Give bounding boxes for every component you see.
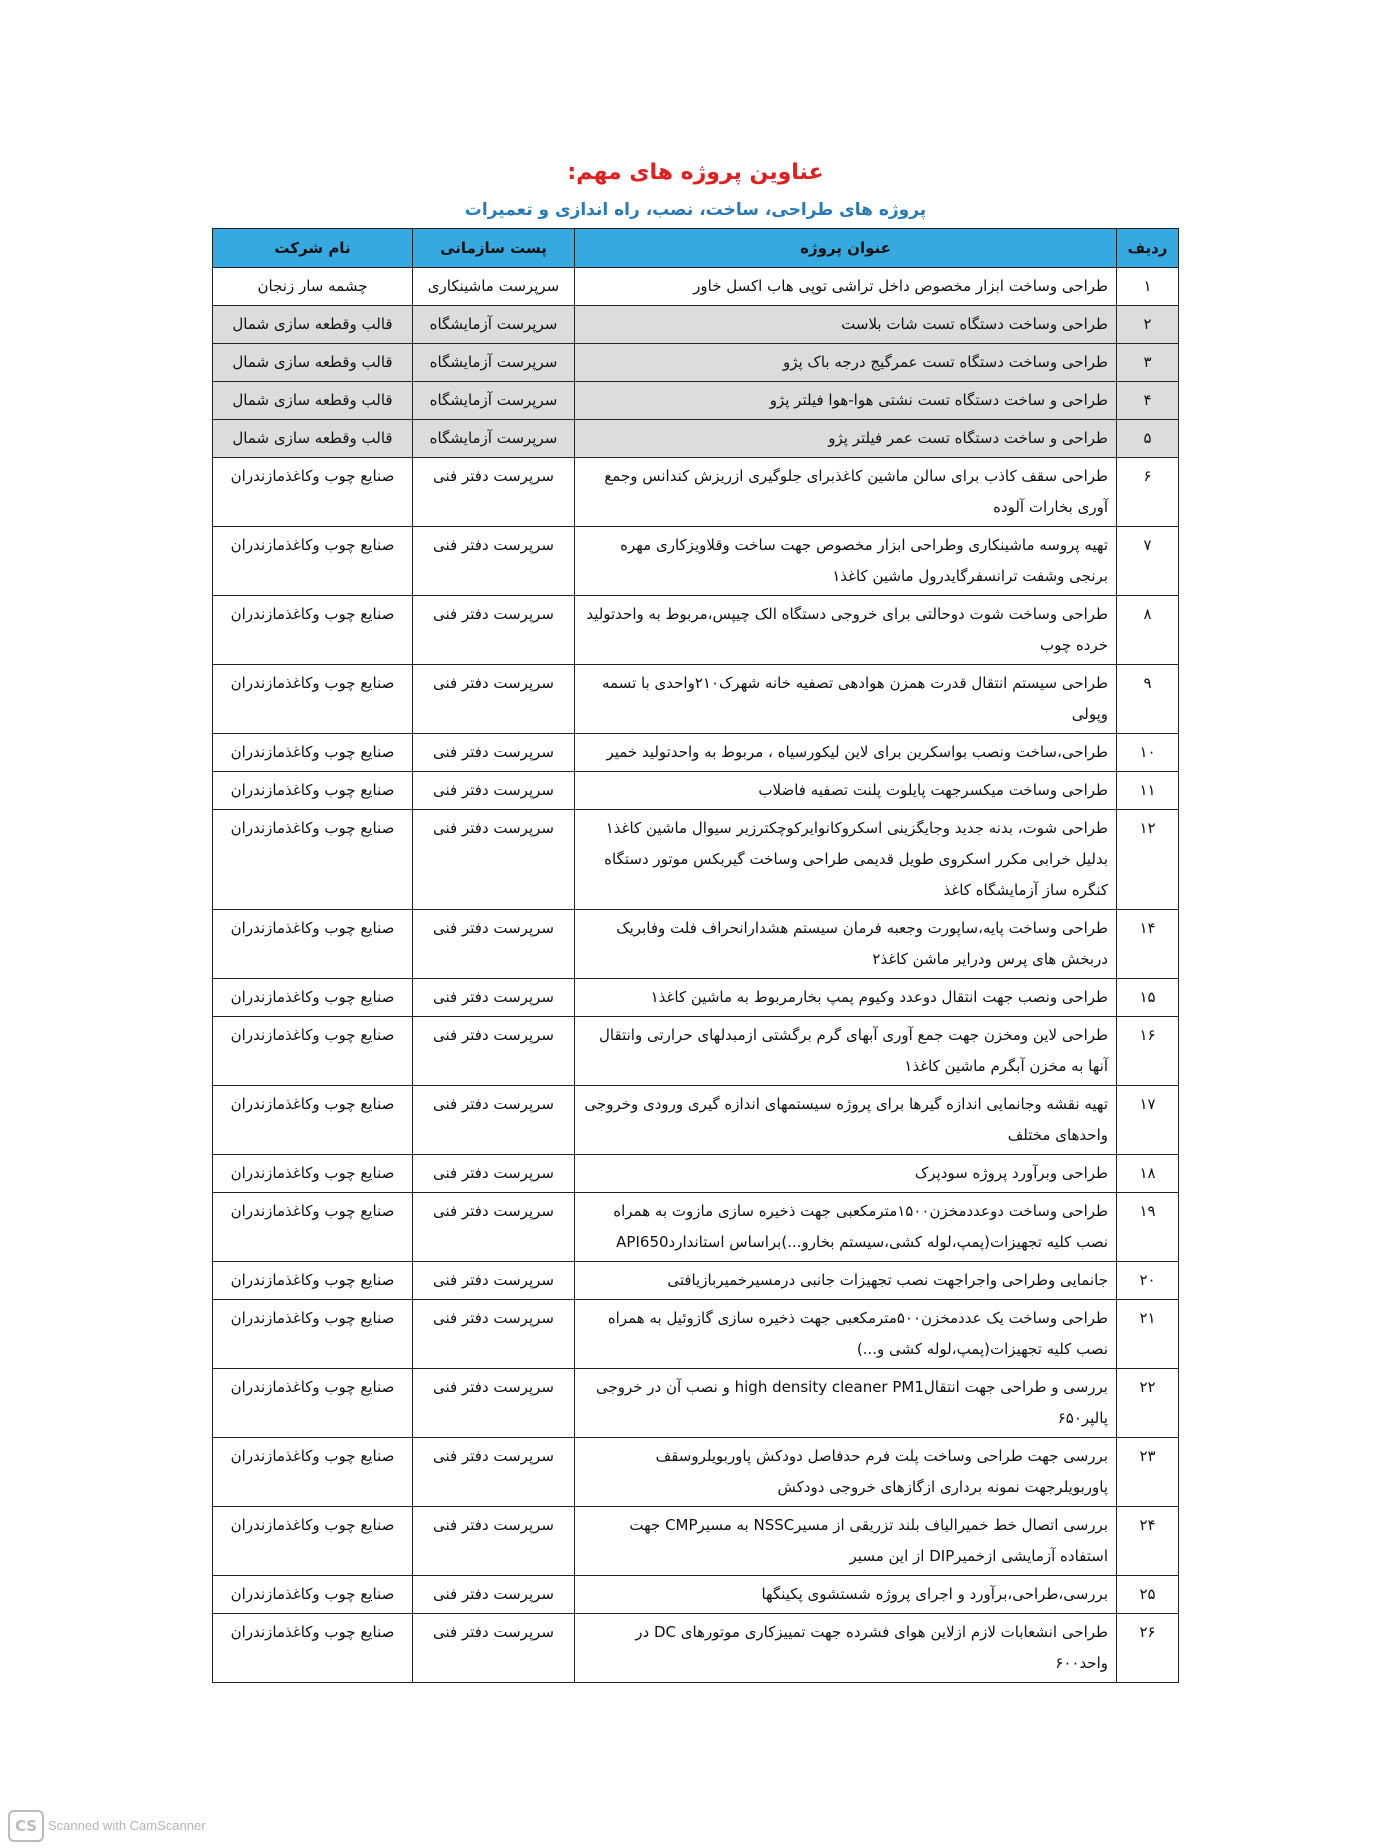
row-number-cell: ۳	[1117, 344, 1179, 382]
company-cell: قالب وقطعه سازی شمال	[213, 382, 413, 420]
position-cell: سرپرست دفتر فنی	[413, 1438, 575, 1507]
company-cell: صنایع چوب وکاغذمازندران	[213, 458, 413, 527]
project-title-cell: طراحی وساخت دستگاه تست عمرگیج درجه باک پژو	[575, 344, 1117, 382]
table-row	[213, 306, 1179, 344]
projects-table	[212, 228, 1179, 1683]
header-company: نام شرکت	[213, 229, 413, 268]
project-title-cell: بررسی،طراحی،برآورد و اجرای پروژه شستشوی پکینگها	[575, 1576, 1117, 1614]
company-cell: صنایع چوب وکاغذمازندران	[213, 1507, 413, 1576]
row-number-cell: ۶	[1117, 458, 1179, 527]
position-cell: سرپرست دفتر فنی	[413, 772, 575, 810]
project-title-cell: طراحی وساخت شوت دوحالتی برای خروجی دستگاه الک چیپس،مربوط به واحدتولید خرده چوب	[575, 596, 1117, 665]
company-cell: صنایع چوب وکاغذمازندران	[213, 979, 413, 1017]
table-row	[213, 344, 1179, 382]
position-cell: سرپرست دفتر فنی	[413, 1369, 575, 1438]
company-cell: صنایع چوب وکاغذمازندران	[213, 1017, 413, 1086]
table-row	[213, 1369, 1179, 1438]
row-number-cell: ۱۴	[1117, 910, 1179, 979]
company-cell: صنایع چوب وکاغذمازندران	[213, 1155, 413, 1193]
project-title-cell: طراحی سقف کاذب برای سالن ماشین کاغذبرای جلوگیری ازریزش کندانس وجمع آوری بخارات آلوده	[575, 458, 1117, 527]
position-cell: سرپرست آزمایشگاه	[413, 344, 575, 382]
row-number-cell: ۵	[1117, 420, 1179, 458]
row-number-cell: ۹	[1117, 665, 1179, 734]
table-row	[213, 596, 1179, 665]
table-row	[213, 1193, 1179, 1262]
position-cell: سرپرست دفتر فنی	[413, 1507, 575, 1576]
project-title-cell: طراحی وساخت میکسرجهت پایلوت پلنت تصفیه فاضلاب	[575, 772, 1117, 810]
table-row	[213, 1438, 1179, 1507]
table-row	[213, 772, 1179, 810]
project-title-cell: طراحی سیستم انتقال قدرت همزن هوادهی تصفیه خانه شهرک۲۱۰واحدی با تسمه وپولی	[575, 665, 1117, 734]
company-cell: چشمه سار زنجان	[213, 268, 413, 306]
company-cell: صنایع چوب وکاغذمازندران	[213, 734, 413, 772]
row-number-cell: ۱۵	[1117, 979, 1179, 1017]
project-title-cell: طراحی وساخت یک عددمخزن۵۰۰مترمکعبی جهت ذخیره سازی گازوئیل به همراه نصب کلیه تجهیزات(پمپ،لوله کشی و...)	[575, 1300, 1117, 1369]
table-row	[213, 1576, 1179, 1614]
company-cell: صنایع چوب وکاغذمازندران	[213, 1193, 413, 1262]
table-row	[213, 665, 1179, 734]
company-cell: صنایع چوب وکاغذمازندران	[213, 1614, 413, 1683]
header-row-number: ردیف	[1117, 229, 1179, 268]
position-cell: سرپرست دفتر فنی	[413, 1193, 575, 1262]
company-cell: صنایع چوب وکاغذمازندران	[213, 665, 413, 734]
row-number-cell: ۲۳	[1117, 1438, 1179, 1507]
row-number-cell: ۲۲	[1117, 1369, 1179, 1438]
project-title-cell: بررسی و طراحی جهت انتقالhigh density cleaner PM1 و نصب آن در خروجی پالپر۶۵۰	[575, 1369, 1117, 1438]
camscanner-watermark: Scanned with CamScanner	[48, 1818, 206, 1833]
position-cell: سرپرست دفتر فنی	[413, 665, 575, 734]
table-row	[213, 458, 1179, 527]
table-row	[213, 734, 1179, 772]
position-cell: سرپرست دفتر فنی	[413, 734, 575, 772]
table-row	[213, 1300, 1179, 1369]
position-cell: سرپرست آزمایشگاه	[413, 306, 575, 344]
project-title-cell: طراحی انشعابات لازم ازلاین هوای فشرده جهت تمییزکاری موتورهای DC در واحد۶۰۰	[575, 1614, 1117, 1683]
project-title-cell: طراحی وساخت دوعددمخزن۱۵۰۰مترمکعبی جهت ذخیره سازی مازوت به همراه نصب کلیه تجهیزات(پمپ،لوله کشی،سیستم بخارو...)براساس استانداردAPI650	[575, 1193, 1117, 1262]
company-cell: قالب وقطعه سازی شمال	[213, 344, 413, 382]
row-number-cell: ۴	[1117, 382, 1179, 420]
company-cell: صنایع چوب وکاغذمازندران	[213, 810, 413, 910]
position-cell: سرپرست دفتر فنی	[413, 1262, 575, 1300]
table-header-row	[213, 229, 1179, 268]
project-title-cell: طراحی وساخت ابزار مخصوص داخل تراشی توپی هاب اکسل خاور	[575, 268, 1117, 306]
position-cell: سرپرست آزمایشگاه	[413, 382, 575, 420]
project-title-cell: طراحی وساخت دستگاه تست شات بلاست	[575, 306, 1117, 344]
project-title-cell: طراحی وبرآورد پروژه سودپرک	[575, 1155, 1117, 1193]
position-cell: سرپرست دفتر فنی	[413, 1300, 575, 1369]
position-cell: سرپرست دفتر فنی	[413, 1086, 575, 1155]
row-number-cell: ۱۰	[1117, 734, 1179, 772]
company-cell: صنایع چوب وکاغذمازندران	[213, 1369, 413, 1438]
row-number-cell: ۲۶	[1117, 1614, 1179, 1683]
project-title-cell: طراحی و ساخت دستگاه تست عمر فیلتر پژو	[575, 420, 1117, 458]
table-row	[213, 527, 1179, 596]
row-number-cell: ۱۲	[1117, 810, 1179, 910]
row-number-cell: ۱	[1117, 268, 1179, 306]
header-position: پست سازمانی	[413, 229, 575, 268]
table-row	[213, 1017, 1179, 1086]
table-row	[213, 979, 1179, 1017]
project-title-cell: طراحی ونصب جهت انتقال دوعدد وکیوم پمپ بخارمربوط به ماشین کاغذ۱	[575, 979, 1117, 1017]
company-cell: قالب وقطعه سازی شمال	[213, 306, 413, 344]
row-number-cell: ۲۱	[1117, 1300, 1179, 1369]
row-number-cell: ۱۶	[1117, 1017, 1179, 1086]
project-title-cell: طراحی وساخت پایه،ساپورت وجعبه فرمان سیستم هشدارانحراف فلت وفابریک دربخش های پرس ودرایر ماشن کاغذ۲	[575, 910, 1117, 979]
position-cell: سرپرست آزمایشگاه	[413, 420, 575, 458]
table-row	[213, 268, 1179, 306]
table-row	[213, 1086, 1179, 1155]
page-subtitle: پروژه های طراحی، ساخت، نصب، راه اندازی و تعمیرات	[464, 200, 927, 220]
position-cell: سرپرست دفتر فنی	[413, 527, 575, 596]
row-number-cell: ۱۸	[1117, 1155, 1179, 1193]
company-cell: صنایع چوب وکاغذمازندران	[213, 1086, 413, 1155]
position-cell: سرپرست دفتر فنی	[413, 910, 575, 979]
table-row	[213, 810, 1179, 910]
project-title-cell: بررسی اتصال خط خمیرالیاف بلند تزریقی از مسیرNSSC به مسیرCMP جهت استفاده آزمایشی ازخمیرDIP از این مسیر	[575, 1507, 1117, 1576]
project-title-cell: تهیه پروسه ماشینکاری وطراحی ابزار مخصوص جهت ساخت وقلاویزکاری مهره برنجی وشفت ترانسفرگایدرول ماشین کاغذ۱	[575, 527, 1117, 596]
table-row	[213, 1507, 1179, 1576]
position-cell: سرپرست دفتر فنی	[413, 1017, 575, 1086]
row-number-cell: ۲۵	[1117, 1576, 1179, 1614]
position-cell: سرپرست دفتر فنی	[413, 1155, 575, 1193]
company-cell: صنایع چوب وکاغذمازندران	[213, 1576, 413, 1614]
position-cell: سرپرست دفتر فنی	[413, 1576, 575, 1614]
camscanner-logo: CS	[8, 1810, 44, 1842]
company-cell: صنایع چوب وکاغذمازندران	[213, 596, 413, 665]
company-cell: صنایع چوب وکاغذمازندران	[213, 1262, 413, 1300]
table-row	[213, 1262, 1179, 1300]
position-cell: سرپرست دفتر فنی	[413, 1614, 575, 1683]
company-cell: قالب وقطعه سازی شمال	[213, 420, 413, 458]
position-cell: سرپرست دفتر فنی	[413, 596, 575, 665]
project-title-cell: بررسی جهت طراحی وساخت پلت فرم حدفاصل دودکش پاوربویلروسقف پاوربویلرجهت نمونه برداری ازگازهای خروجی دودکش	[575, 1438, 1117, 1507]
company-cell: صنایع چوب وکاغذمازندران	[213, 772, 413, 810]
company-cell: صنایع چوب وکاغذمازندران	[213, 1438, 413, 1507]
row-number-cell: ۲۴	[1117, 1507, 1179, 1576]
row-number-cell: ۸	[1117, 596, 1179, 665]
table-row	[213, 1155, 1179, 1193]
table-row	[213, 420, 1179, 458]
project-title-cell: طراحی،ساخت ونصب بواسکرین برای لاین لیکورسیاه ، مربوط به واحدتولید خمیر	[575, 734, 1117, 772]
header-project-title: عنوان پروژه	[575, 229, 1117, 268]
row-number-cell: ۱۷	[1117, 1086, 1179, 1155]
row-number-cell: ۱۱	[1117, 772, 1179, 810]
row-number-cell: ۲	[1117, 306, 1179, 344]
table-row	[213, 910, 1179, 979]
position-cell: سرپرست دفتر فنی	[413, 810, 575, 910]
company-cell: صنایع چوب وکاغذمازندران	[213, 1300, 413, 1369]
row-number-cell: ۷	[1117, 527, 1179, 596]
company-cell: صنایع چوب وکاغذمازندران	[213, 910, 413, 979]
page-title: عناوین پروژه های مهم:	[567, 160, 824, 185]
company-cell: صنایع چوب وکاغذمازندران	[213, 527, 413, 596]
table-row	[213, 1614, 1179, 1683]
project-title-cell: جانمایی وطراحی واجراجهت نصب تجهیزات جانبی درمسیرخمیربازیافتی	[575, 1262, 1117, 1300]
project-title-cell: طراحی و ساخت دستگاه تست نشتی هوا-هوا فیلتر پژو	[575, 382, 1117, 420]
project-title-cell: تهیه نقشه وجانمایی اندازه گیرها برای پروژه سیستمهای اندازه گیری ورودی وخروجی واحدهای مختلف	[575, 1086, 1117, 1155]
project-title-cell: طراحی شوت، بدنه جدید وجایگزینی اسکروکانوایرکوچکترزیر سیوال ماشین کاغذ۱ بدلیل خرابی مکرر اسکروی طویل قدیمی طراحی وساخت گیربکس موتور دستگاه کنگره ساز آزمایشگاه کاغذ	[575, 810, 1117, 910]
row-number-cell: ۱۹	[1117, 1193, 1179, 1262]
project-title-cell: طراحی لاین ومخزن جهت جمع آوری آبهای گرم برگشتی ازمبدلهای حرارتی وانتقال آنها به مخزن آبگرم ماشین کاغذ۱	[575, 1017, 1117, 1086]
table-row	[213, 382, 1179, 420]
position-cell: سرپرست دفتر فنی	[413, 979, 575, 1017]
position-cell: سرپرست دفتر فنی	[413, 458, 575, 527]
row-number-cell: ۲۰	[1117, 1262, 1179, 1300]
position-cell: سرپرست ماشینکاری	[413, 268, 575, 306]
